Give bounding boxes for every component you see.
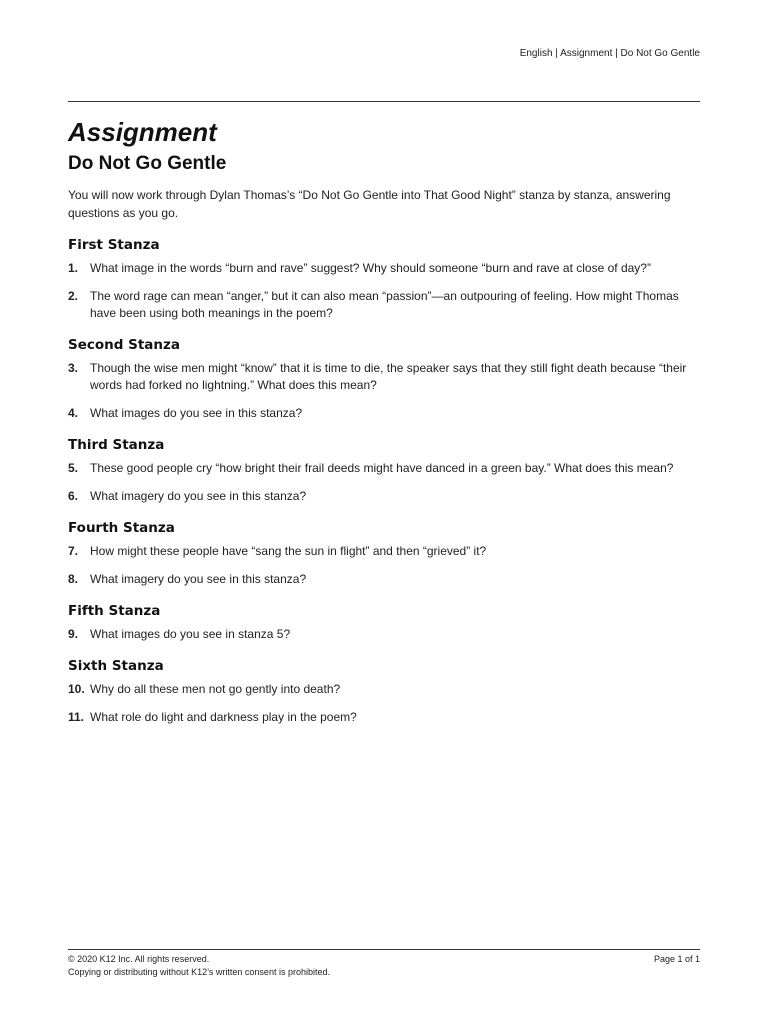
- question-text: What role do light and darkness play in the poem?: [90, 710, 357, 724]
- intro-paragraph: You will now work through Dylan Thomas’s “Do Not Go Gentle into That Good Night” stanza by stanza, answering questions as you go.: [68, 188, 671, 220]
- section-heading: First Stanza: [68, 237, 160, 253]
- section-heading: Third Stanza: [68, 437, 165, 453]
- question-text: What images do you see in stanza 5?: [90, 627, 291, 641]
- header-breadcrumb: English | Assignment | Do Not Go Gentle: [519, 48, 700, 59]
- question-text: Though the wise men might “know” that it is time to die, the speaker says that they still fight death because “their words had forked no lightning.” What does this mean?: [90, 361, 687, 392]
- question-number: 5.: [68, 461, 79, 475]
- question-number: 10.: [68, 682, 85, 696]
- question-text: What imagery do you see in this stanza?: [90, 572, 307, 586]
- question-item: [68, 626, 708, 643]
- question-text: These good people cry “how bright their frail deeds might have danced in a green bay.” What does this mean?: [90, 461, 674, 475]
- question-text: What image in the words “burn and rave” suggest? Why should someone “burn and rave at close of day?”: [90, 261, 651, 275]
- section-heading: Second Stanza: [68, 337, 180, 353]
- question-item: [68, 460, 708, 477]
- section-heading: Sixth Stanza: [68, 658, 164, 674]
- question-number: 9.: [68, 627, 79, 641]
- section-heading: Fifth Stanza: [68, 603, 161, 619]
- section-heading: Fourth Stanza: [68, 520, 175, 536]
- header-divider: [68, 101, 700, 102]
- question-text: What images do you see in this stanza?: [90, 406, 303, 420]
- question-item: [68, 681, 708, 698]
- footer-copyright: © 2020 K12 Inc. All rights reserved.: [68, 954, 210, 964]
- question-number: 8.: [68, 572, 79, 586]
- question-item: [68, 405, 708, 422]
- question-item: [68, 709, 708, 726]
- question-number: 2.: [68, 289, 79, 303]
- footer: [68, 953, 700, 979]
- sections-container: [68, 236, 708, 726]
- question-item: [68, 571, 708, 588]
- question-item: [68, 543, 708, 560]
- footer-notice: Copying or distributing without K12’s written consent is prohibited.: [68, 967, 330, 977]
- question-text: Why do all these men not go gently into death?: [90, 682, 341, 696]
- question-item: [68, 288, 708, 322]
- footer-divider: [68, 949, 700, 950]
- question-text: What imagery do you see in this stanza?: [90, 489, 307, 503]
- question-number: 6.: [68, 489, 79, 503]
- question-text: How might these people have “sang the sun in flight” and then “grieved” it?: [90, 544, 487, 558]
- document-type: Assignment: [68, 117, 217, 147]
- question-number: 4.: [68, 406, 79, 420]
- question-number: 1.: [68, 261, 79, 275]
- footer-page-number: Page 1 of 1: [653, 954, 700, 964]
- document-body: [68, 116, 708, 737]
- question-text: The word rage can mean “anger,” but it can also mean “passion”—an outpouring of feeling. How might Thomas have been using both meanings in the poem?: [90, 289, 679, 320]
- document-title: Do Not Go Gentle: [68, 153, 227, 174]
- question-item: [68, 260, 708, 277]
- question-number: 7.: [68, 544, 79, 558]
- question-item: [68, 488, 708, 505]
- question-number: 11.: [68, 710, 85, 724]
- question-number: 3.: [68, 361, 79, 375]
- question-item: [68, 360, 708, 394]
